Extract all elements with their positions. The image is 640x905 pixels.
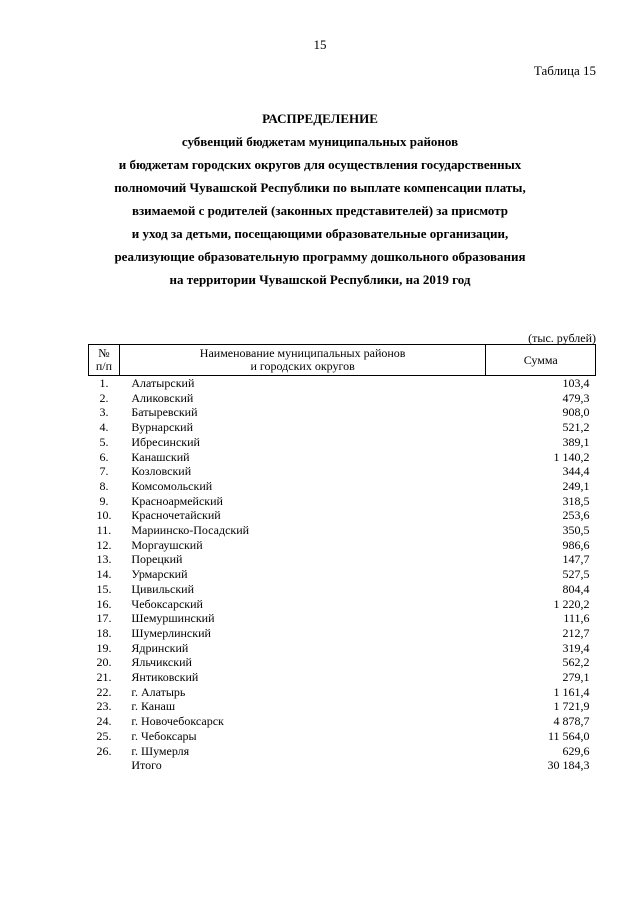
header-num-line1: № xyxy=(98,346,110,360)
row-number: 23. xyxy=(96,699,112,714)
row-number: 11. xyxy=(96,523,112,538)
table-row xyxy=(89,494,596,509)
title-line: на территории Чувашской Республики, на 2019 год xyxy=(169,272,471,287)
row-name: Алатырский xyxy=(131,376,195,390)
row-name: Чебоксарский xyxy=(131,596,203,611)
row-sum: 344,4 xyxy=(562,464,590,479)
row-sum: 103,4 xyxy=(562,376,590,390)
title-line: полномочий Чувашской Республики по выплате компенсации платы, xyxy=(114,180,526,195)
row-number: 9. xyxy=(99,493,109,508)
row-sum: 319,4 xyxy=(562,640,590,655)
row-sum: 479,3 xyxy=(562,390,590,405)
table-row xyxy=(89,655,596,670)
row-number: 12. xyxy=(96,537,112,552)
row-name: Комсомольский xyxy=(131,478,213,493)
row-name: Аликовский xyxy=(131,390,194,405)
table-row xyxy=(89,552,596,567)
table-row xyxy=(89,670,596,685)
row-number: 16. xyxy=(96,596,112,611)
table-body xyxy=(89,376,596,773)
table-row xyxy=(89,626,596,641)
header-name-line1: Наименование муниципальных районов xyxy=(199,346,406,360)
row-number: 3. xyxy=(99,405,109,420)
row-number: 17. xyxy=(96,611,112,626)
table-caption: Таблица 15 xyxy=(533,63,596,78)
row-sum: 279,1 xyxy=(562,670,590,685)
table-row xyxy=(89,582,596,597)
table-row xyxy=(89,744,596,759)
page-number: 15 xyxy=(313,37,327,52)
row-sum: 1 721,9 xyxy=(553,699,590,714)
row-sum: 147,7 xyxy=(562,552,590,567)
row-number: 2. xyxy=(99,390,109,405)
row-number: 1. xyxy=(99,376,109,390)
total-row xyxy=(89,758,596,773)
table-row xyxy=(89,479,596,494)
row-number: 5. xyxy=(99,434,109,449)
row-number: 14. xyxy=(96,567,112,582)
row-name: г. Новочебоксарск xyxy=(131,714,224,729)
header-num-line2: п/п xyxy=(95,359,113,373)
header-name xyxy=(119,345,485,376)
row-name: Батыревский xyxy=(131,405,198,420)
table-row xyxy=(89,420,596,435)
row-sum: 1 140,2 xyxy=(553,449,590,464)
row-number: 13. xyxy=(96,552,112,567)
table-row xyxy=(89,699,596,714)
row-sum: 318,5 xyxy=(562,493,590,508)
row-name: г. Чебоксары xyxy=(131,728,197,743)
row-sum: 521,2 xyxy=(562,420,590,435)
row-name: Цивильский xyxy=(131,581,195,596)
row-number xyxy=(89,758,120,773)
row-sum: 986,6 xyxy=(562,537,590,552)
header-sum: Сумма xyxy=(486,345,596,376)
row-number: 4. xyxy=(99,420,109,435)
row-number: 6. xyxy=(99,449,109,464)
title-line: субвенций бюджетам муниципальных районов xyxy=(181,134,459,149)
row-sum: 908,0 xyxy=(562,405,590,420)
row-name: Итого xyxy=(131,758,162,773)
header-num xyxy=(89,345,120,376)
row-name: Козловский xyxy=(131,464,192,479)
row-sum: 249,1 xyxy=(562,478,590,493)
table-row xyxy=(89,376,596,391)
row-number: 8. xyxy=(99,478,109,493)
table-row xyxy=(89,523,596,538)
row-sum: 804,4 xyxy=(562,581,590,596)
row-name: г. Шумерля xyxy=(131,743,190,758)
table-row xyxy=(89,538,596,553)
title-heading: РАСПРЕДЕЛЕНИЕ xyxy=(262,111,378,126)
row-sum: 350,5 xyxy=(562,523,590,538)
row-name: г. Канаш xyxy=(131,699,176,714)
row-name: Ядринский xyxy=(131,640,189,655)
row-name: Канашский xyxy=(131,449,190,464)
row-name: Шемуршинский xyxy=(131,611,215,626)
table-row xyxy=(89,391,596,406)
header-name-line2: и городских округов xyxy=(250,359,355,373)
row-name: Моргаушский xyxy=(131,537,203,552)
row-sum: 1 220,2 xyxy=(553,596,590,611)
title-line: и уход за детьми, посещающими образовательные организации, xyxy=(131,226,509,241)
table-row xyxy=(89,714,596,729)
table-header-row xyxy=(89,345,596,376)
document-title xyxy=(60,107,580,291)
row-number: 15. xyxy=(96,581,112,596)
table-row xyxy=(89,405,596,420)
table-row xyxy=(89,611,596,626)
row-name: Мариинско-Посадский xyxy=(131,523,250,538)
units-label: (тыс. рублей) xyxy=(528,331,596,345)
table-row xyxy=(89,685,596,700)
row-sum: 562,2 xyxy=(562,655,590,670)
row-name: Ибресинский xyxy=(131,434,200,449)
row-number: 10. xyxy=(96,508,112,523)
table-row xyxy=(89,508,596,523)
table-row xyxy=(89,597,596,612)
row-sum: 527,5 xyxy=(562,567,590,582)
row-number: 25. xyxy=(96,728,112,743)
row-name: Красноармейский xyxy=(131,493,223,508)
row-name: Янтиковский xyxy=(131,670,199,685)
row-sum: 111,6 xyxy=(563,611,590,626)
row-sum: 11 564,0 xyxy=(547,728,590,743)
row-number: 26. xyxy=(96,743,112,758)
table-row xyxy=(89,641,596,656)
table-row xyxy=(89,464,596,479)
row-sum: 212,7 xyxy=(562,625,590,640)
table-row xyxy=(89,435,596,450)
table-row xyxy=(89,729,596,744)
row-name: Вурнарский xyxy=(131,420,193,435)
row-sum: 389,1 xyxy=(562,434,590,449)
row-number: 20. xyxy=(96,655,112,670)
row-number: 22. xyxy=(96,684,112,699)
row-sum: 4 878,7 xyxy=(553,714,590,729)
row-name: Урмарский xyxy=(131,567,188,582)
row-sum: 253,6 xyxy=(562,508,590,523)
row-number: 24. xyxy=(96,714,112,729)
row-sum: 629,6 xyxy=(562,743,590,758)
row-name: г. Алатырь xyxy=(131,684,186,699)
distribution-table xyxy=(88,344,596,773)
row-sum: 1 161,4 xyxy=(553,684,590,699)
row-sum: 30 184,3 xyxy=(547,758,590,773)
table-row xyxy=(89,450,596,465)
row-name: Красночетайский xyxy=(131,508,221,523)
title-line: взимаемой с родителей (законных представителей) за присмотр xyxy=(131,203,509,218)
row-number: 18. xyxy=(96,625,112,640)
row-name: Порецкий xyxy=(131,552,183,567)
row-number: 21. xyxy=(96,670,112,685)
row-name: Шумерлинский xyxy=(131,625,211,640)
title-line: реализующие образовательную программу дошкольного образования xyxy=(114,249,526,264)
title-line: и бюджетам городских округов для осуществления государственных xyxy=(118,157,522,172)
row-number: 7. xyxy=(99,464,109,479)
row-number: 19. xyxy=(96,640,112,655)
table-row xyxy=(89,567,596,582)
row-name: Яльчикский xyxy=(131,655,192,670)
